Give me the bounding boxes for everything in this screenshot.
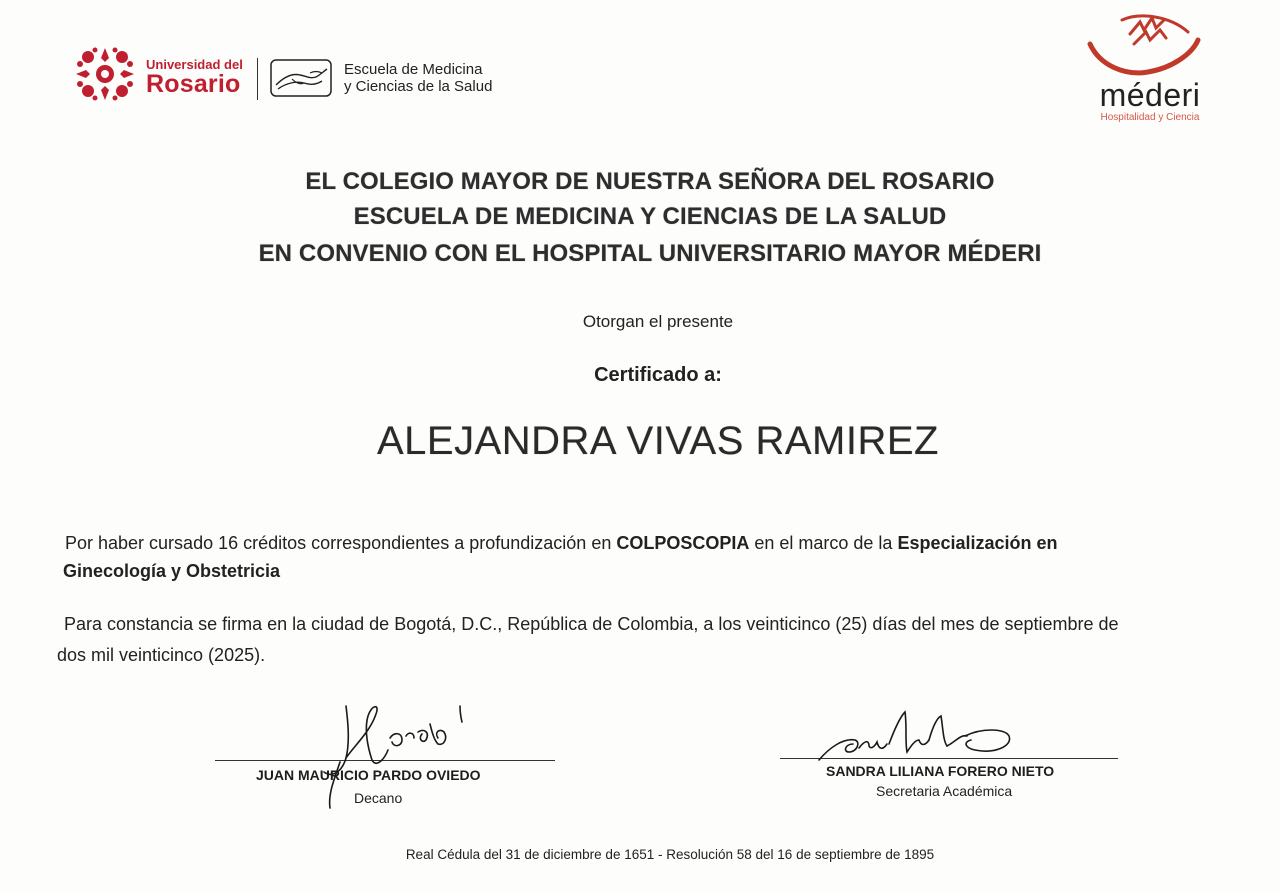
paragraph-2-line-2: dos mil veinticinco (2025). xyxy=(57,645,266,665)
paragraph-1-text-2: en el marco de la xyxy=(749,533,898,553)
signer-left-name: JUAN MAURICIO PARDO OVIEDO xyxy=(256,767,481,783)
mederi-swirl-icon xyxy=(1086,10,1204,78)
heading-line-2: ESCUELA DE MEDICINA Y CIENCIAS DE LA SALUD xyxy=(353,203,947,230)
course-name: COLPOSCOPIA xyxy=(616,533,750,553)
signer-left-role: Decano xyxy=(354,790,403,806)
heading-line-3: EN CONVENIO CON EL HOSPITAL UNIVERSITARIO MAYOR MÉDERI xyxy=(258,240,1042,267)
paragraph-1-line-2 xyxy=(63,561,280,582)
hospital-name: méderi xyxy=(1099,77,1201,113)
heading-line-1: EL COLEGIO MAYOR DE NUESTRA SEÑORA DEL ROSARIO xyxy=(305,168,995,195)
signer-right-role: Secretaria Académica xyxy=(876,783,1013,799)
hands-icon xyxy=(270,59,332,97)
school-name xyxy=(344,61,492,95)
hospital-tagline: Hospitalidad y Ciencia xyxy=(1100,112,1200,123)
logo-divider xyxy=(257,58,258,100)
specialization-label: Especialización en xyxy=(897,533,1058,553)
paragraph-1-line-1 xyxy=(65,533,1058,554)
paragraph-2-line-1: Para constancia se firma en la ciudad de Bogotá, D.C., República de Colombia, a los veinticinco (25) días del mes de septiembre de xyxy=(64,614,1119,634)
school-name-line2: y Ciencias de la Salud xyxy=(344,78,493,95)
university-name xyxy=(146,58,243,97)
signature-right xyxy=(815,706,1015,768)
university-name-line2: Rosario xyxy=(146,70,241,98)
rosario-crest-icon xyxy=(70,44,140,104)
footer-text: Real Cédula del 31 de diciembre de 1651 - Resolución 58 del 16 de septiembre de 1895 xyxy=(405,847,935,862)
certificate-label: Certificado a: xyxy=(594,364,722,386)
paragraph-1-text-1: Por haber cursado 16 créditos correspondientes a profundización en xyxy=(65,533,617,553)
signer-right-name: SANDRA LILIANA FORERO NIETO xyxy=(826,763,1055,779)
intro-text: Otorgan el presente xyxy=(582,312,734,331)
university-name-line1: Universidad del xyxy=(146,57,243,72)
specialization-name: Ginecología y Obstetricia xyxy=(63,561,281,581)
recipient-name: ALEJANDRA VIVAS RAMIREZ xyxy=(376,419,939,463)
school-name-line1: Escuela de Medicina xyxy=(344,61,483,78)
